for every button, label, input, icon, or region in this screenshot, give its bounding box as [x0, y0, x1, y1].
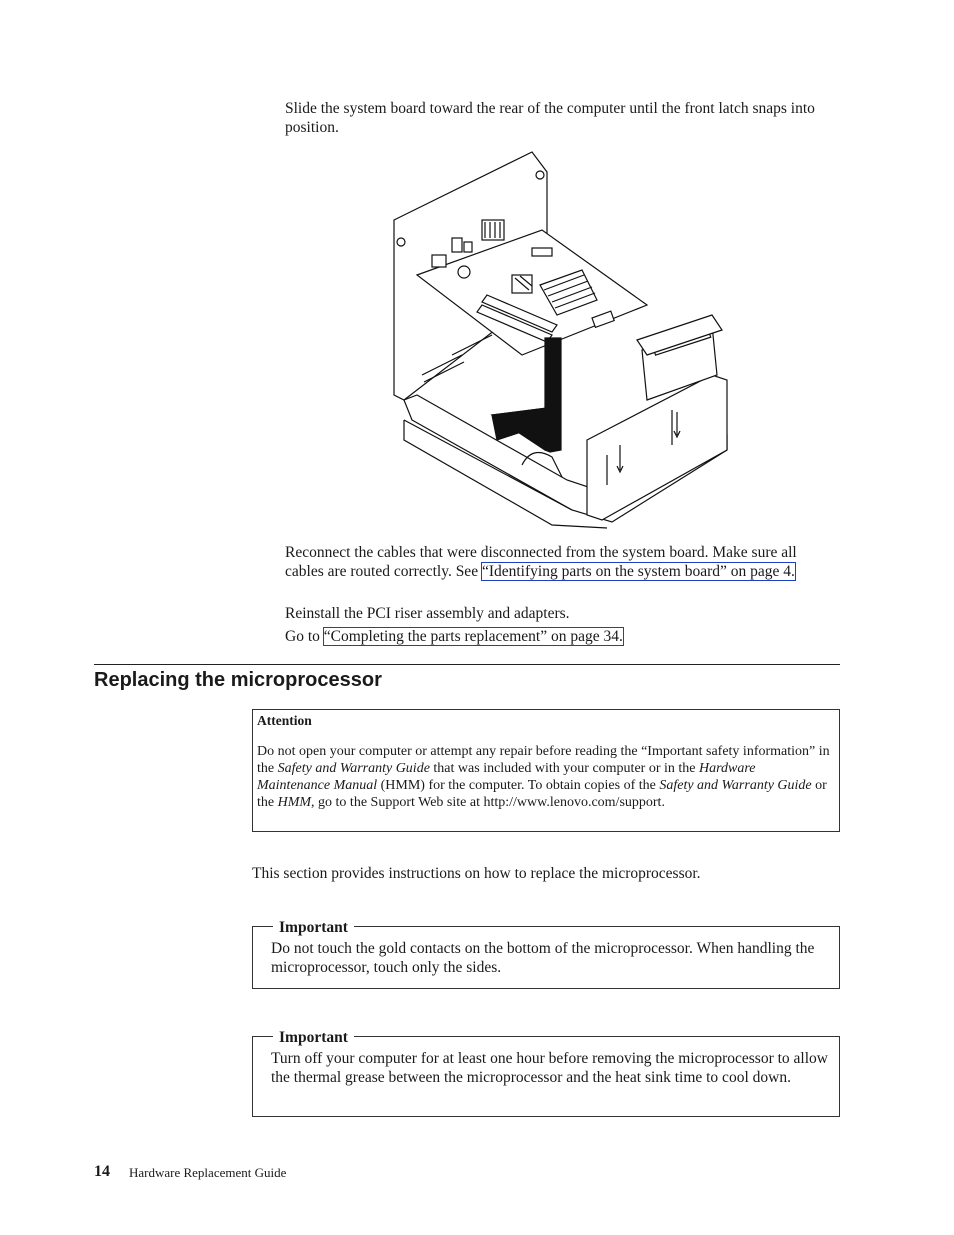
section-intro: This section provides instructions on how to replace the microprocessor.	[252, 865, 701, 882]
safety-guide-title: Safety and Warranty Guide	[277, 761, 430, 776]
important-label-2: Important	[273, 1030, 354, 1046]
section-divider	[94, 664, 840, 665]
completing-parts-link[interactable]: “Completing the parts replacement” on page 34.	[323, 628, 623, 645]
important-label-1: Important	[273, 920, 354, 936]
important-box-1	[252, 919, 840, 989]
attention-text-3: (HMM) for the computer. To obtain copies of the	[377, 778, 660, 793]
section-title: Replacing the microprocessor	[94, 669, 382, 691]
safety-guide-title-2: Safety and Warranty Guide	[659, 778, 812, 793]
book-title: Hardware Replacement Guide	[129, 1165, 287, 1180]
important-text-1: Do not touch the gold contacts on the bottom of the microprocessor. When handling the microprocessor, touch only the sides.	[271, 940, 815, 976]
attention-body	[257, 743, 830, 811]
page-number: 14	[94, 1163, 110, 1180]
attention-title: Attention	[257, 713, 312, 728]
identifying-parts-link[interactable]: “Identifying parts on the system board” on page 4.	[481, 563, 795, 580]
attention-text-2: that was included with your computer or in the	[429, 761, 699, 776]
step-reinstall-text: Reinstall the PCI riser assembly and adapters.	[285, 605, 570, 622]
hmm-abbrev: HMM	[277, 795, 312, 810]
attention-text-4: or the	[257, 778, 827, 810]
step-goto-prefix: Go to	[285, 628, 324, 645]
step-goto-text	[285, 627, 825, 646]
important-box-2	[252, 1029, 840, 1117]
step-reconnect-prefix: Reconnect the cables that were disconnected from the system board. Make sure all cables are routed correctly. See	[285, 544, 797, 580]
system-board-illustration	[392, 150, 737, 530]
step-slide-text: Slide the system board toward the rear of the computer until the front latch snaps into position.	[285, 100, 815, 136]
attention-box	[252, 709, 840, 832]
attention-text-1: Do not open your computer or attempt any repair before reading the “Important safety information” in the	[257, 744, 830, 776]
attention-text-5: , go to the Support Web site at http://www.lenovo.com/support.	[311, 795, 665, 810]
important-text-2: Turn off your computer for at least one hour before removing the microprocessor to allow the thermal grease between the microprocessor and the heat sink time to cool down.	[271, 1050, 828, 1086]
hmm-title: Hardware Maintenance Manual	[257, 761, 756, 793]
step-reconnect-text	[285, 543, 820, 581]
